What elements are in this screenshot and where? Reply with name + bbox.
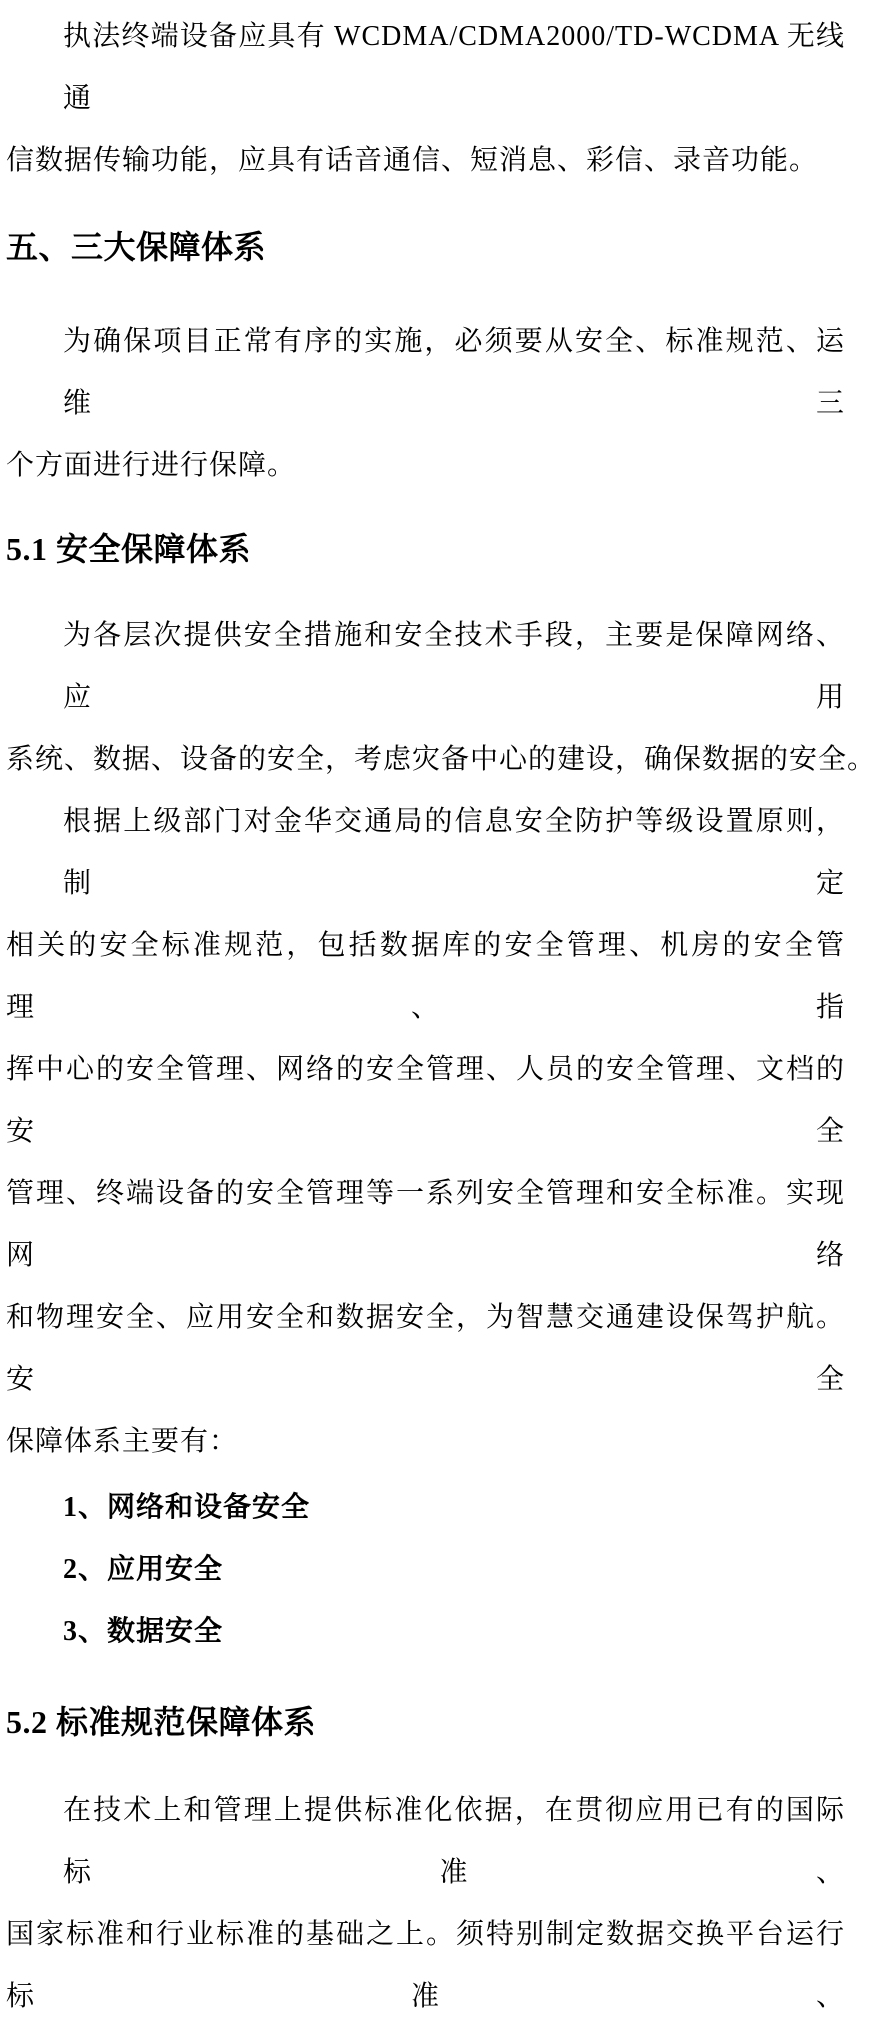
list-item-data-security: 3、数据安全 <box>63 1616 224 1647</box>
paragraph-line: 和物理安全、应用安全和数据安全，为智慧交通建设保驾护航。安全 <box>6 1302 845 1395</box>
security-measures-list <box>6 1477 845 1663</box>
list-item-network-device-security: 1、网络和设备安全 <box>63 1492 311 1523</box>
list-item-application-security: 2、应用安全 <box>63 1554 224 1585</box>
heading-5-1-security-system: 5.1 安全保障体系 <box>6 531 252 567</box>
paragraph-line: 管理、终端设备的安全管理等一系列安全管理和安全标准。实现网络 <box>6 1178 845 1271</box>
paragraph-standards <box>6 1780 845 2028</box>
paragraph-terminal-comm <box>6 6 845 192</box>
heading-5-2-standards-system: 5.2 标准规范保障体系 <box>6 1704 317 1740</box>
paragraph-line: 国家标准和行业标准的基础之上。须特别制定数据交换平台运行标准、 <box>6 1919 845 2012</box>
paragraph-line: 根据上级部门对金华交通局的信息安全防护等级设置原则，制定 <box>63 806 845 899</box>
paragraph-line: 保障体系主要有： <box>6 1426 239 1457</box>
paragraph-line: 执法终端设备应具有 WCDMA/CDMA2000/TD-WCDMA 无线通 <box>63 21 845 114</box>
paragraph-line: 相关的安全标准规范，包括数据库的安全管理、机房的安全管理、指 <box>6 930 845 1023</box>
paragraph-line: 信数据传输功能，应具有话音通信、短消息、彩信、录音功能。 <box>6 145 819 176</box>
paragraph-line: 系统、数据、设备的安全，考虑灾备中心的建设，确保数据的安全。 <box>6 744 876 775</box>
paragraph-line: 为确保项目正常有序的实施，必须要从安全、标准规范、运维三 <box>63 326 845 419</box>
heading-chapter-5: 五、三大保障体系 <box>6 229 267 265</box>
paragraph-guarantee-intro <box>6 311 845 497</box>
paragraph-line: 挥中心的安全管理、网络的安全管理、人员的安全管理、文档的安全 <box>6 1054 845 1147</box>
paragraph-security-overview <box>6 605 876 791</box>
paragraph-line: 个方面进行进行保障。 <box>6 450 297 481</box>
paragraph-line: 为各层次提供安全措施和安全技术手段，主要是保障网络、应用 <box>63 620 845 713</box>
paragraph-security-detail <box>6 791 845 1473</box>
paragraph-line: 在技术上和管理上提供标准化依据，在贯彻应用已有的国际标准、 <box>63 1795 845 1888</box>
